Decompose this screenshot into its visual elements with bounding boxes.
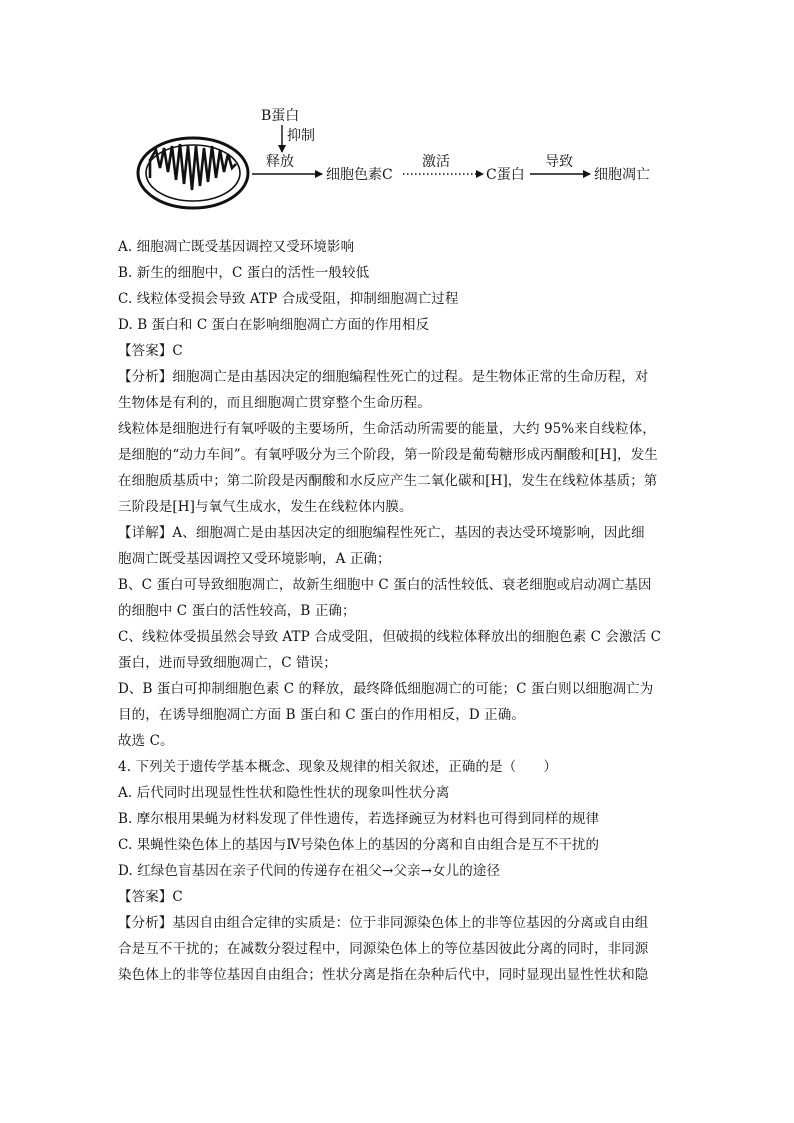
document-body [118,234,678,988]
c-protein-label: C蛋白 [486,167,525,183]
analysis-line: 生物体是有利的，而且细胞凋亡贯穿整个生命历程。 [118,395,431,411]
analysis-line: 线粒体是细胞进行有氧呼吸的主要场所，生命活动所需要的能量，大约 95%来自线粒体， [118,421,656,437]
explanation-line: 蛋白，进而导致细胞凋亡，C 错误； [118,655,337,671]
explanation-line: 【详解】A、细胞凋亡是由基因决定的细胞编程性死亡，基因的表达受环境影响，因此细 [118,525,645,541]
q4-answer-line: 【答案】C [118,889,183,905]
analysis-line: 三阶段是[H]与氧气生成水，发生在线粒体内膜。 [118,499,413,515]
lead-to-label: 导致 [545,154,573,170]
q4-option-c: C. 果蝇性染色体上的基因与Ⅳ号染色体上的基因的分离和自由组合是互不干扰的 [118,837,600,853]
inhibit-label: 抑制 [287,128,315,144]
cytochrome-c-label: 细胞色素C [326,167,393,183]
explanation-line: D、B 蛋白可抑制细胞色素 C 的释放，最终降低细胞凋亡的可能；C 蛋白则以细胞凋亡为 [118,681,654,697]
q4-analysis-line: 染色体上的非等位基因自由组合；性状分离是指在杂种后代中，同时显现出显性性状和隐 [118,967,649,983]
analysis-line: 【分析】细胞凋亡是由基因决定的细胞编程性死亡的过程。是生物体正常的生命历程，对 [118,369,649,385]
activate-label: 激活 [422,154,450,170]
option-a: A. 细胞凋亡既受基因调控又受环境影响 [118,239,355,255]
option-c: C. 线粒体受损会导致 ATP 合成受阻，抑制细胞凋亡过程 [118,291,459,307]
analysis-line: 是细胞的“动力车间”。有氧呼吸分为三个阶段，第一阶段是葡萄糖形成丙酮酸和[H]，发生 [118,447,658,463]
explanation-line: C、线粒体受损虽然会导致 ATP 合成受阻，但破损的线粒体释放出的细胞色素 C 会激活 C [118,629,662,645]
question-4-stem: 4. 下列关于遗传学基本概念、现象及规律的相关叙述，正确的是（ ） [118,759,558,775]
release-label: 释放 [266,154,294,170]
answer-line: 【答案】C [118,343,183,359]
q4-option-a: A. 后代同时出现显性性状和隐性性状的现象叫性状分离 [118,785,450,801]
option-b: B. 新生的细胞中，C 蛋白的活性一般较低 [118,265,370,281]
explanation-line: B、C 蛋白可导致细胞凋亡，故新生细胞中 C 蛋白的活性较低、衰老细胞或启动凋亡基因 [118,577,652,593]
q4-option-b: B. 摩尔根用果蝇为材料发现了伴性遗传，若选择豌豆为材料也可得到同样的规律 [118,811,600,827]
apoptosis-pathway-diagram [0,0,794,230]
q4-analysis-line: 【分析】基因自由组合定律的实质是：位于非同源染色体上的非等位基因的分离或自由组 [118,915,649,931]
q4-analysis-line: 合是互不干扰的；在减数分裂过程中，同源染色体上的等位基因彼此分离的同时，非同源 [118,941,649,957]
explanation-line: 目的，在诱导细胞凋亡方面 B 蛋白和 C 蛋白的作用相反，D 正确。 [118,707,525,723]
analysis-line: 在细胞质基质中；第二阶段是丙酮酸和水反应产生二氧化碳和[H]，发生在线粒体基质；第 [118,473,658,489]
mitochondrion-image [138,138,248,208]
choice-line: 故选 C。 [118,733,174,749]
q4-option-d: D. 红绿色盲基因在亲子代间的传递存在祖父→父亲→女儿的途径 [118,863,501,879]
b-protein-label: B蛋白 [261,108,300,124]
apoptosis-label: 细胞凋亡 [594,167,650,183]
explanation-line: 胞凋亡既受基因调控又受环境影响，A 正确； [118,551,391,567]
option-d: D. B 蛋白和 C 蛋白在影响细胞凋亡方面的作用相反 [118,317,430,333]
explanation-line: 的细胞中 C 蛋白的活性较高，B 正确； [118,603,356,619]
